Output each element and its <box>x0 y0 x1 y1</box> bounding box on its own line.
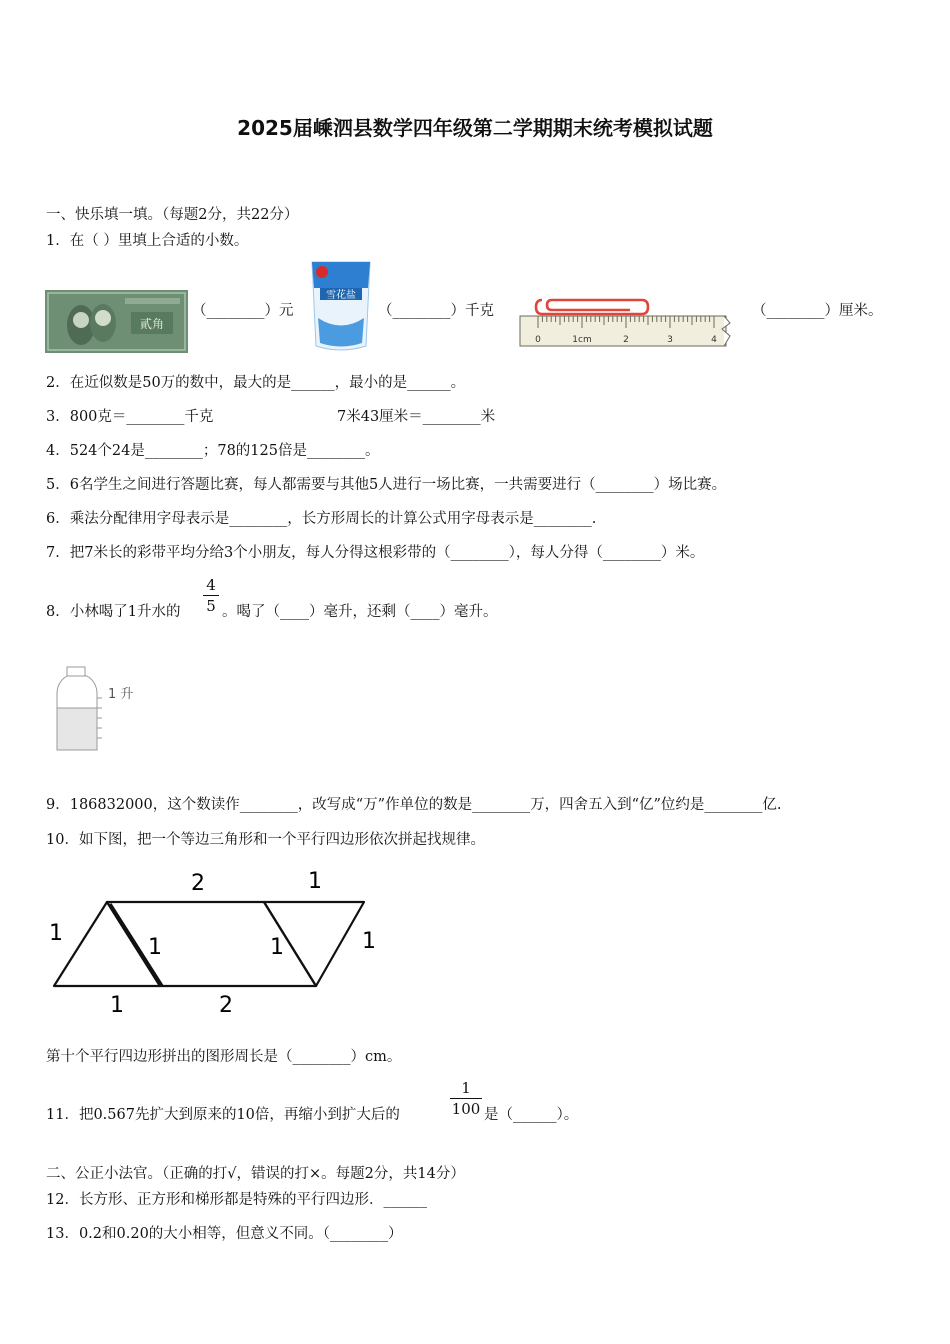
question-3b: 7米43厘米＝________米 <box>337 409 496 425</box>
question-9: 9．186832000，这个数读作________，改写成“万”作单位的数是________万，四舍五入到“亿”位约是________亿. <box>46 797 782 813</box>
fraction-numerator: 1 <box>461 1079 471 1097</box>
edge-label: 1 <box>308 869 322 894</box>
fraction-numerator: 4 <box>206 576 216 594</box>
question-7: 7．把7米长的彩带平均分给3个小朋友，每人分得这根彩带的（________），每人分得（________）米。 <box>46 545 705 561</box>
question-13: 13．0.2和0.20的大小相等，但意义不同。（________） <box>46 1226 403 1242</box>
salt-bag-image <box>308 258 374 354</box>
salt-bag-label: 雪花盐 <box>326 290 356 301</box>
ruler-tick-label: 4 <box>711 335 717 345</box>
ruler-tick-label: 0 <box>535 335 541 345</box>
question-3a: 3．800克＝________千克 <box>46 409 214 425</box>
edge-label: 1 <box>49 921 63 946</box>
water-bottle-image <box>52 664 147 756</box>
question-8-before: 8．小林喝了1升水的 <box>46 604 181 620</box>
question-2: 2．在近似数是50万的数中，最大的是______，最小的是______。 <box>46 375 466 391</box>
question-1: 1．在（ ）里填上合适的小数。 <box>46 233 249 249</box>
parallelogram <box>107 902 316 986</box>
fraction-one-hundredth <box>450 1079 482 1118</box>
question-5: 5．6名学生之间进行答题比赛，每人都需要与其他5人进行一场比赛，一共需要进行（________）场比赛。 <box>46 477 727 493</box>
page-title: 2025届嵊泗县数学四年级第二学期期末统考模拟试题 <box>237 116 713 140</box>
banknote-label: 貳角 <box>139 317 165 331</box>
banknote-image <box>45 290 188 353</box>
question-6: 6．乘法分配律用字母表示是________，长方形周长的计算公式用字母表示是________. <box>46 511 597 527</box>
edge-label: 2 <box>219 993 233 1018</box>
blank-kilogram: （________）千克 <box>378 303 494 319</box>
question-11-before: 11．把0.567先扩大到原来的10倍，再缩小到扩大后的 <box>46 1107 400 1123</box>
edge-label: 1 <box>110 993 124 1018</box>
ruler-tick-label: 1cm <box>572 335 592 345</box>
edge-label: 1 <box>270 935 284 960</box>
blank-centimeter: （________）厘米。 <box>752 303 883 319</box>
question-10-followup: 第十个平行四边形拼出的图形周长是（________）cm。 <box>46 1049 402 1065</box>
edge-label: 1 <box>362 929 376 954</box>
bottle-label: 1 升 <box>108 687 134 702</box>
ruler-tick-label: 2 <box>623 335 629 345</box>
fraction-denominator: 5 <box>206 597 216 615</box>
fraction-denominator: 100 <box>451 1100 481 1118</box>
question-11-after: 是（______）。 <box>484 1107 579 1123</box>
edge-label: 2 <box>191 871 205 896</box>
fraction-four-fifths <box>203 576 219 615</box>
equilateral-triangle <box>54 902 160 986</box>
ruler-tick-label: 3 <box>667 335 673 345</box>
edge-label: 1 <box>148 935 162 960</box>
triangle-parallelogram-figure <box>44 862 384 1022</box>
blank-yuan: （________）元 <box>192 303 294 319</box>
question-10: 10．如下图，把一个等边三角形和一个平行四边形依次拼起找规律。 <box>46 832 485 848</box>
question-12: 12．长方形、正方形和梯形都是特殊的平行四边形．______ <box>46 1192 427 1208</box>
section-1-heading: 一、快乐填一填。（每题2分，共22分） <box>46 207 299 223</box>
section-2-heading: 二、公正小法官。（正确的打√，错误的打×。每题2分，共14分） <box>46 1166 465 1182</box>
ruler-with-paperclip-image <box>518 290 736 350</box>
question-8-after: 。喝了（____）毫升，还剩（____）毫升。 <box>222 604 498 620</box>
question-4: 4．524个24是________；78的125倍是________。 <box>46 443 380 459</box>
